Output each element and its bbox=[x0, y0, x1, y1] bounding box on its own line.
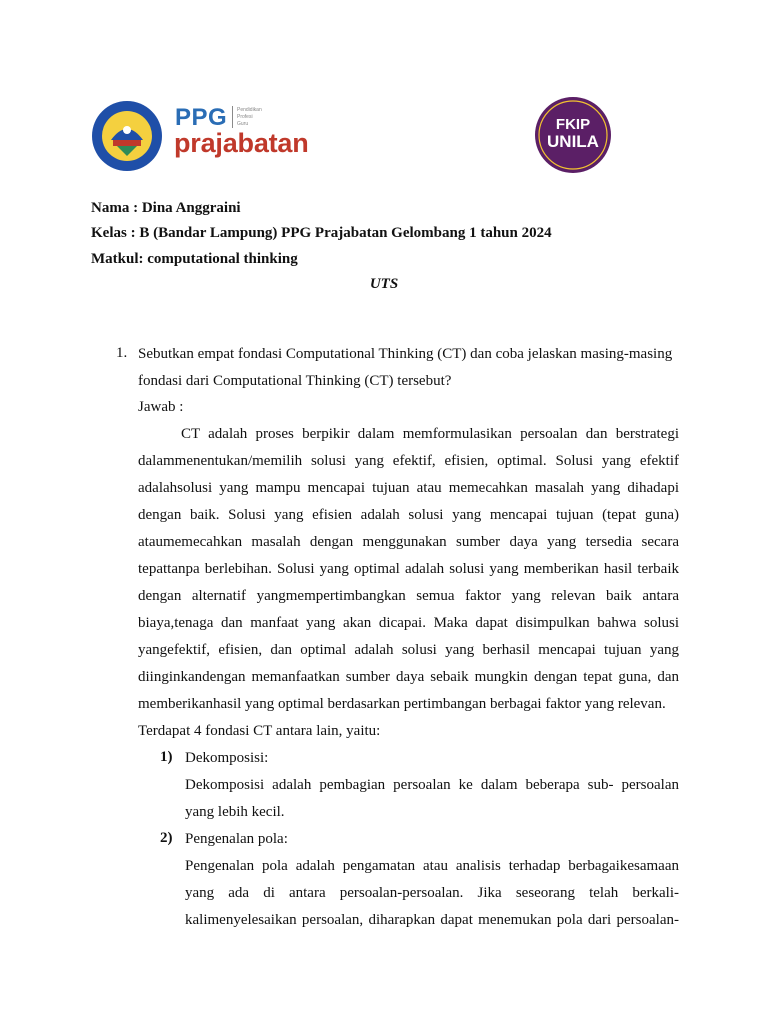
item-number: 1) bbox=[160, 749, 173, 765]
student-name: Nama : Dina Anggraini bbox=[91, 200, 241, 216]
prajabatan-logo-text: prajabatan bbox=[174, 128, 309, 158]
foundations-intro: Terdapat 4 fondasi CT antara lain, yaitu: bbox=[138, 723, 381, 739]
student-class: Kelas : B (Bandar Lampung) PPG Prajabatan Gelombang 1 tahun 2024 bbox=[91, 225, 552, 241]
item-line: Dekomposisi adalah pembagian persoalan ke dalam beberapa sub- persoalan bbox=[185, 777, 679, 793]
item-number: 2) bbox=[160, 830, 173, 846]
unila-logo-icon bbox=[91, 100, 163, 172]
answer-line: tepattanpa berlebihan. Solusi yang optimal adalah solusi yang memberikan hasil terbaik bbox=[138, 561, 679, 577]
ppg-logo-sub-1: Pendidikan bbox=[237, 107, 262, 113]
fkip-logo-line1: FKIP bbox=[555, 116, 591, 133]
fkip-logo-line2: UNILA bbox=[547, 132, 599, 151]
question-line: fondasi dari Computational Thinking (CT) tersebut? bbox=[138, 373, 452, 389]
ppg-logo-divider bbox=[232, 106, 233, 128]
item-line: Pengenalan pola adalah pengamatan atau analisis terhadap berbagaikesamaan bbox=[185, 858, 679, 874]
item-line: yang lebih kecil. bbox=[185, 804, 285, 820]
item-title: Pengenalan pola: bbox=[185, 831, 288, 847]
item-line: yang ada di antara persoalan-persoalan. Jika seseorang telah berkali- bbox=[185, 885, 679, 901]
answer-line: ataumemecahkan masalah dengan menggunakan sumber daya yang tersedia secara bbox=[138, 534, 679, 550]
answer-line: yangefektif, efisien, dan optimal adalah solusi yang berhasil mencapai tujuan yang bbox=[138, 642, 679, 658]
answer-label: Jawab : bbox=[138, 399, 184, 415]
answer-line: biaya,tenaga dan manfaat yang akan dicapai. Maka dapat disimpulkan bahwa solusi bbox=[138, 615, 679, 631]
question-line: Sebutkan empat fondasi Computational Thinking (CT) dan coba jelaskan masing-masing bbox=[138, 346, 673, 362]
answer-line: dengan alternatif yangmempertimbangkan semua faktor yang relevan baik antara bbox=[138, 588, 679, 604]
course-name: Matkul: computational thinking bbox=[91, 251, 298, 267]
question-number: 1. bbox=[116, 345, 128, 361]
answer-line: CT adalah proses berpikir dalam memformulasikan persoalan dan berstrategi bbox=[181, 426, 679, 442]
answer-line: memberikanhasil yang optimal berdasarkan pertimbangan berbagai faktor yang relevan. bbox=[138, 696, 666, 712]
answer-line: adalahsolusi yang mampu mencapai tujuan atau memecahkan masalah yang dihadapi bbox=[138, 480, 679, 496]
item-line: kalimenyelesaikan persoalan, diharapkan dapat menemukan pola dari persoalan- bbox=[185, 912, 679, 928]
answer-line: dengan baik. Solusi yang efisien adalah solusi yang mencapai tujuan (tepat guna) bbox=[138, 507, 679, 523]
item-title: Dekomposisi: bbox=[185, 750, 269, 766]
answer-line: dalammenentukan/memilih solusi yang efektif, efisien, optimal. Solusi yang efektif bbox=[138, 453, 679, 469]
answer-line: diinginkandengan memanfaatkan sumber daya sebaik mungkin dengan tepat guna, dan bbox=[138, 669, 679, 685]
ppg-logo-text: PPG bbox=[175, 104, 228, 131]
exam-title: UTS bbox=[369, 276, 399, 292]
ppg-logo-sub-3: Guru bbox=[237, 121, 249, 127]
ppg-logo-sub-2: Profesi bbox=[237, 114, 253, 120]
